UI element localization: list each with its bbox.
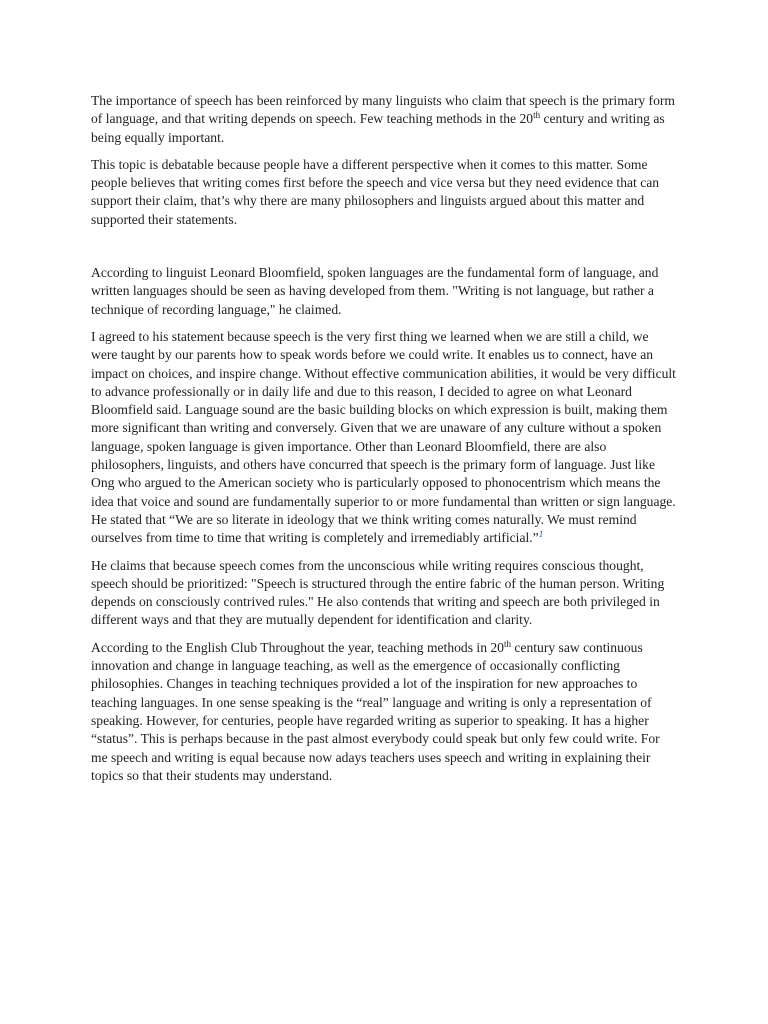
document-page bbox=[91, 92, 676, 794]
paragraph-intro-text-b: century and writing as being equally important. bbox=[91, 111, 665, 145]
ordinal-superscript: th bbox=[503, 638, 511, 649]
paragraph-intro-text-a: The importance of speech has been reinforced by many linguists who claim that speech is the primary form of language, and that writing depends on speech. Few teaching methods in the 20 bbox=[91, 93, 675, 127]
ordinal-superscript: th bbox=[533, 110, 541, 121]
paragraph-english-club bbox=[91, 639, 676, 785]
paragraph-bloomfield: According to linguist Leonard Bloomfield, spoken languages are the fundamental form of language, and written languages should be seen as having developed from them. "Writing is not language, but rather a technique of recording language," he claimed. bbox=[91, 265, 659, 317]
footnote-link[interactable]: 1 bbox=[538, 529, 544, 540]
paragraph-debate: This topic is debatable because people have a different perspective when it comes to this matter. Some people believes that writing comes first before the speech and vice versa but they need evidence that can support their claim, that’s why there are many philosophers and linguists argued about this matter and supported their statements. bbox=[91, 156, 660, 227]
paragraph-claims: He claims that because speech comes from the unconscious while writing requires conscious thought, speech should be prioritized: "Speech is structured through the entire fabric of the human person. Writing depends on consciously contrived rules." He also contends that writing and speech are both privileged in different ways and that they are mutually dependent for identification and clarity. bbox=[91, 557, 665, 628]
paragraph-english-club-text-a: According to the English Club Throughout the year, teaching methods in 20 bbox=[91, 639, 504, 655]
paragraph-english-club-text-b: century saw continuous innovation and change in language teaching, as well as the emergence of occasionally conflicting philosophies. Changes in teaching techniques provided a lot of the inspiration for new approaches to teaching languages. In one sense speaking is the “real” language and writing is only a representation of speaking. However, for centuries, people have regarded writing as superior to speaking. It has a higher “status”. This is perhaps because in the past almost everybody could speak but only few could write. For me speech and writing is equal because now adays teachers uses speech and writing in explaining their topics so that their students may understand. bbox=[91, 639, 660, 783]
paragraph-agreement-text: I agreed to his statement because speech is the very first thing we learned when we are still a child, we were taught by our parents how to speak words before we could write. It enables us to connect, have an impact on choices, and inspire change. Without effective communication abilities, it would be very difficult to advance professionally or in daily life and due to this reason, I decided to agree on what Leonard Bloomfield said. Language sound are the basic building blocks on which expression is built, making them more significant than writing and conversely. Given that we are unaware of any culture without a spoken language, spoken language is given importance. Other than Leonard Bloomfield, there are also philosophers, linguists, and others have concurred that speech is the primary form of language. Just like Ong who argued to the American society who is particularly opposed to phonocentrism which means the idea that voice and sound are fundamentally superior to or more fundamental than written or sign language. He stated that “We are so literate in ideology that we think writing comes naturally. We must remind ourselves from time to time that writing is completely and irremediably artificial.” bbox=[91, 328, 676, 546]
paragraph-intro bbox=[91, 92, 676, 147]
paragraph-agreement bbox=[91, 328, 676, 548]
